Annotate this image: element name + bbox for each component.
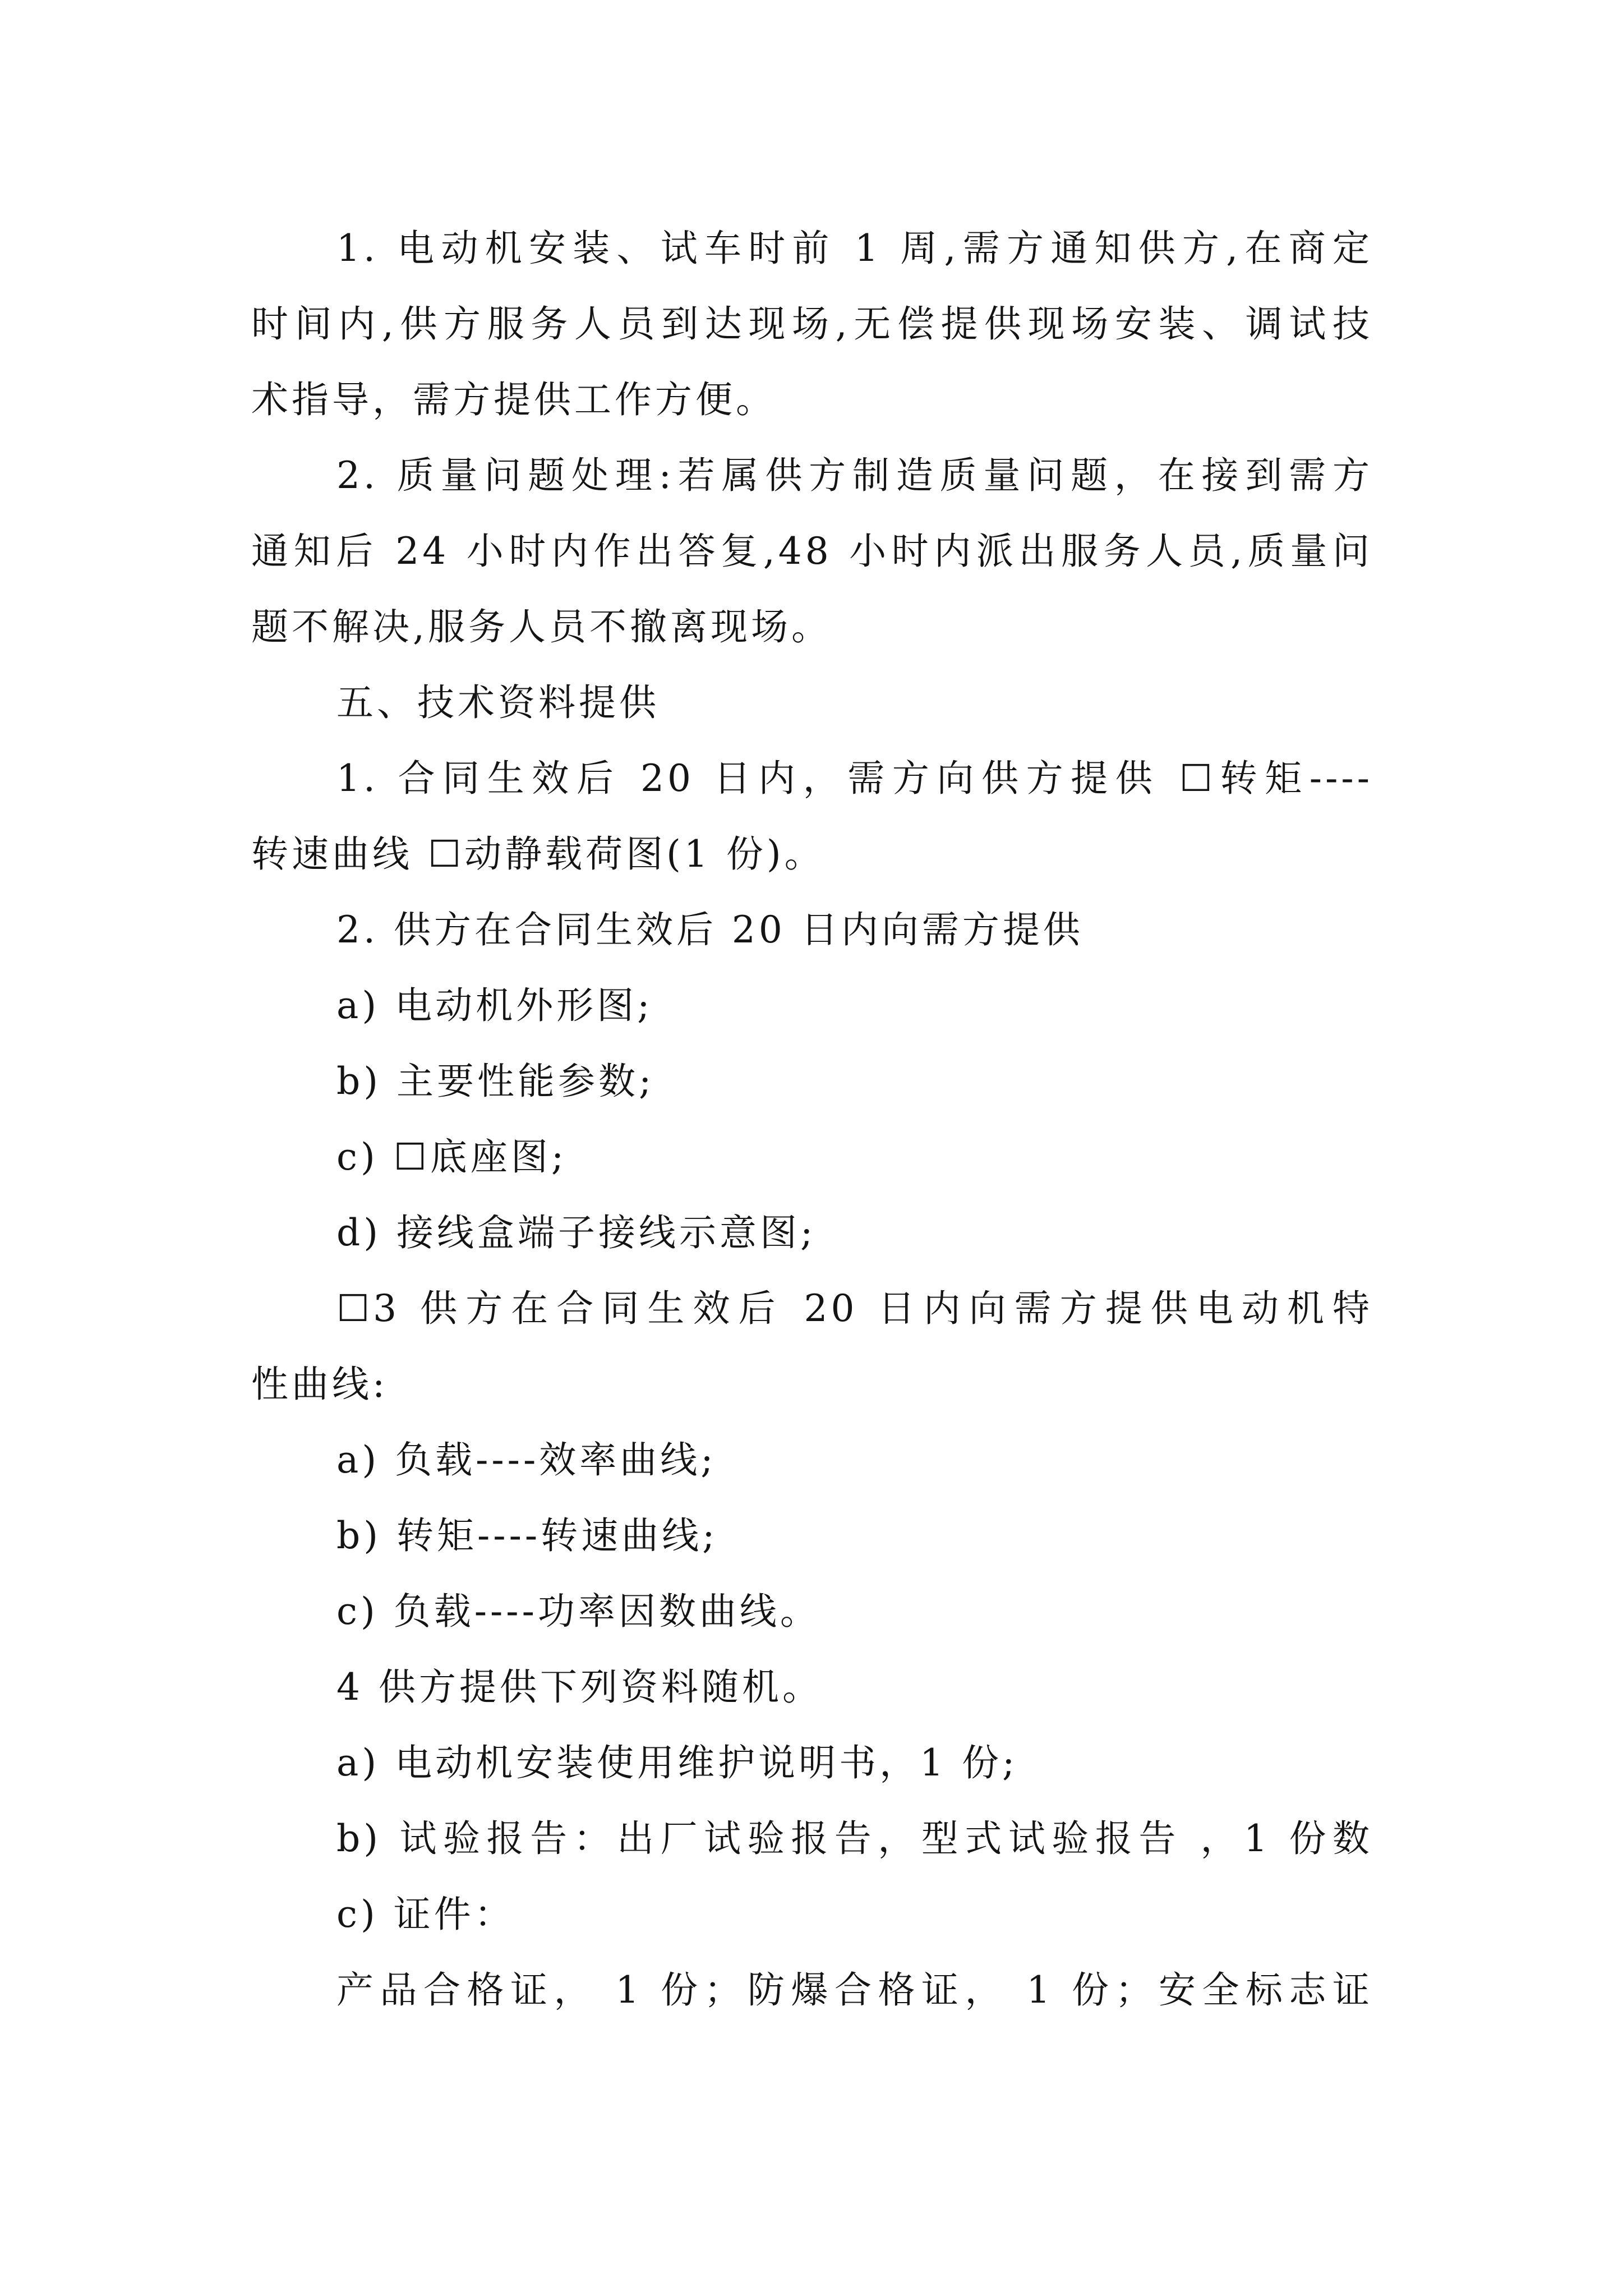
text-line: 术指导，需方提供工作方便。 xyxy=(251,378,776,421)
list-item: d) 接线盒端子接线示意图; xyxy=(336,1211,817,1254)
section-heading-technical-docs xyxy=(251,665,1373,740)
text-line: 转速曲线 ☐动静载荷图(1 份)。 xyxy=(251,832,825,876)
text-line: 五、技术资料提供 xyxy=(336,681,660,724)
document-body xyxy=(251,210,1373,2028)
list-item: c) 负载----功率因数曲线。 xyxy=(336,1590,820,1633)
text-line: 1. 电动机安装、试车时前 1 周,需方通知供方,在商定 xyxy=(336,227,1373,270)
list-item: b) 试验报告：出厂试验报告，型式试验报告 ，1 份数 xyxy=(336,1817,1373,1860)
list-item: b) 转矩----转速曲线; xyxy=(336,1514,718,1557)
text-line: 2. 供方在合同生效后 20 日内向需方提供 xyxy=(336,908,1083,951)
list-item: c) ☐底座图; xyxy=(336,1135,568,1179)
list-item: a) 电动机安装使用维护说明书，1 份; xyxy=(336,1741,1018,1784)
paragraph-supply-docs xyxy=(251,892,1373,1271)
list-item: c) 证件： xyxy=(336,1893,515,1936)
text-line: 1. 合同生效后 20 日内，需方向供方提供 ☐转矩---- xyxy=(336,757,1373,800)
text-line: 4 供方提供下列资料随机。 xyxy=(336,1665,823,1709)
text-line: 产品合格证， 1 份；防爆合格证， 1 份；安全标志证 xyxy=(336,1968,1373,2012)
paragraph-characteristic-curves xyxy=(251,1271,1373,1649)
paragraph-accompanying-docs xyxy=(251,1649,1373,2028)
text-line: 性曲线: xyxy=(251,1363,389,1406)
text-line: 时间内,供方服务人员到达现场,无偿提供现场安装、调试技 xyxy=(251,302,1373,346)
list-item: b) 主要性能参数; xyxy=(336,1060,655,1103)
paragraph-demand-docs xyxy=(251,740,1373,892)
list-item: a) 负载----效率曲线; xyxy=(336,1438,717,1481)
text-line: 2. 质量问题处理:若属供方制造质量问题，在接到需方 xyxy=(336,454,1373,497)
text-line: 通知后 24 小时内作出答复,48 小时内派出服务人员,质量问 xyxy=(251,530,1373,573)
paragraph-installation-service xyxy=(251,210,1373,438)
paragraph-quality-issue xyxy=(251,438,1373,665)
list-item: a) 电动机外形图; xyxy=(336,984,653,1027)
text-line: ☐3 供方在合同生效后 20 日内向需方提供电动机特 xyxy=(336,1287,1373,1330)
text-line: 题不解决,服务人员不撤离现场。 xyxy=(251,605,832,648)
